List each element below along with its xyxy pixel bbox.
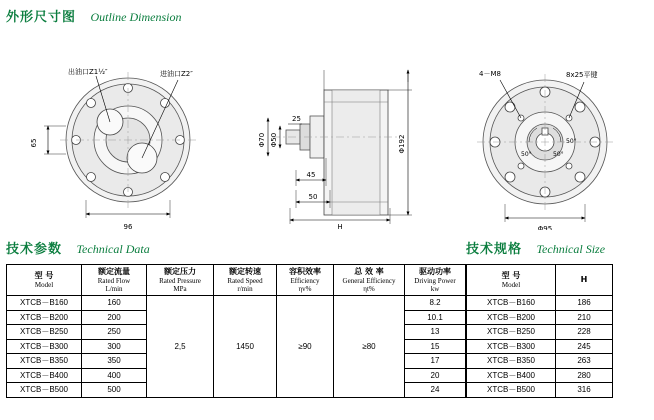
label-out-port: 出油口Z1½″ [68,68,108,76]
header-size-model [467,265,556,296]
label-in-port: 进油口Z2″ [160,70,193,78]
section-heading-outline [6,6,181,26]
cell-h: 263 [556,354,613,369]
table-header-row [7,265,466,296]
cell-power: 17 [405,354,466,369]
header-power-unit: kw [430,284,440,293]
technical-data-table [6,264,466,398]
cell-model: XTCB－B350 [7,354,82,369]
cell-flow: 300 [82,339,147,354]
section-heading-technical-data [6,238,150,258]
header-geneff-cn: 总 效 率 [354,267,384,277]
table-row [7,296,466,311]
header-pressure-cn: 额定压力 [164,267,196,277]
heading-outline-en: Outline Dimension [90,10,182,24]
header-eff-unit: ηv% [298,284,312,293]
label-d70: Φ70 [258,132,266,148]
label-50: 50 [308,193,318,201]
header-efficiency [277,265,334,296]
cell-flow: 350 [82,354,147,369]
cell-model: XTCB－B250 [7,325,82,340]
cell-model: XTCB－B400 [7,368,82,383]
label-4-m8: 4－M8 [479,70,501,78]
cell-model: XTCB－B400 [467,368,556,383]
outline-dimension-drawing [0,30,654,230]
cell-model: XTCB－B160 [467,296,556,311]
heading-tech-size-cn: 技术规格 [466,242,523,257]
header-model-cn: 型 号 [34,271,54,281]
header-flow-cn: 额定流量 [98,267,130,277]
table-row [467,383,613,398]
header-size-model-en: Model [501,280,521,289]
cell-h: 280 [556,368,613,383]
header-eff-en: Efficiency [290,276,320,285]
cell-power: 13 [405,325,466,340]
label-d192: Φ192 [398,134,406,154]
right-rear-view [477,74,613,222]
heading-tech-size-en: Technical Size [536,242,606,256]
header-size-model-cn: 型 号 [501,271,521,281]
header-flow-en: Rated Flow [97,276,131,285]
cell-flow: 400 [82,368,147,383]
table-row [467,310,613,325]
table-row [467,296,613,311]
cell-h: 210 [556,310,613,325]
header-driving-power [405,265,466,296]
header-geneff-unit: ηt% [363,284,375,293]
cell-flow: 250 [82,325,147,340]
cell-power: 20 [405,368,466,383]
label-H: H [337,223,343,230]
cell-efficiency: ≥90 [277,296,334,398]
technical-size-table [466,264,613,398]
cell-power: 8.2 [405,296,466,311]
header-general-efficiency [334,265,405,296]
heading-tech-data-en: Technical Data [76,242,150,256]
cell-h: 245 [556,339,613,354]
heading-outline-cn: 外形尺寸图 [6,10,77,25]
label-keyway: 8x25平键 [566,71,598,79]
label-d95: Φ95 [537,225,553,230]
header-geneff-en: General Efficiency [342,276,396,285]
header-rated-flow [82,265,147,296]
cell-model: XTCB－B160 [7,296,82,311]
cell-power: 10.1 [405,310,466,325]
cell-power: 15 [405,339,466,354]
cell-model: XTCB－B200 [467,310,556,325]
table-row [467,339,613,354]
left-front-view [44,72,196,218]
cell-power: 24 [405,383,466,398]
header-size-h [556,265,613,296]
cell-model: XTCB－B500 [467,383,556,398]
section-heading-technical-size [466,238,605,258]
cell-h: 186 [556,296,613,311]
heading-tech-data-cn: 技术参数 [6,242,63,257]
table-row [467,368,613,383]
header-rated-speed [214,265,277,296]
cell-model: XTCB－B200 [7,310,82,325]
header-speed-en: Rated Speed [227,276,263,285]
cell-general-efficiency: ≥80 [334,296,405,398]
cell-model: XTCB－B300 [467,339,556,354]
header-eff-cn: 容积效率 [289,267,321,277]
header-flow-unit: L/min [105,284,123,293]
cell-model: XTCB－B500 [7,383,82,398]
cell-model: XTCB－B250 [467,325,556,340]
table-row [467,325,613,340]
middle-side-view [268,70,412,224]
cell-model: XTCB－B350 [467,354,556,369]
cell-flow: 200 [82,310,147,325]
header-size-h-cn: H [580,275,588,285]
label-angle-2: 50° [553,151,564,158]
label-25: 25 [292,115,301,123]
label-45: 45 [306,171,316,179]
cell-h: 316 [556,383,613,398]
cell-flow: 500 [82,383,147,398]
header-power-cn: 驱动功率 [419,267,451,277]
table-row [467,354,613,369]
header-rated-pressure [147,265,214,296]
label-left-dim-96: 96 [123,223,133,230]
cell-rated-pressure: 2,5 [147,296,214,398]
cell-rated-speed: 1450 [214,296,277,398]
label-d50: Φ50 [270,132,278,148]
label-left-dim-65: 65 [30,138,38,148]
table-header-row [467,265,613,296]
header-speed-cn: 额定转速 [229,267,261,277]
header-model-en: Model [34,280,54,289]
header-power-en: Driving Power [414,276,456,285]
cell-flow: 160 [82,296,147,311]
header-model [7,265,82,296]
cell-model: XTCB－B300 [7,339,82,354]
header-pressure-en: Rated Pressure [159,276,201,285]
header-pressure-unit: MPa [173,284,187,293]
label-angle-3: 50° [566,138,577,145]
label-angle-1: 50° [521,151,532,158]
header-speed-unit: r/min [237,284,253,293]
cell-h: 228 [556,325,613,340]
